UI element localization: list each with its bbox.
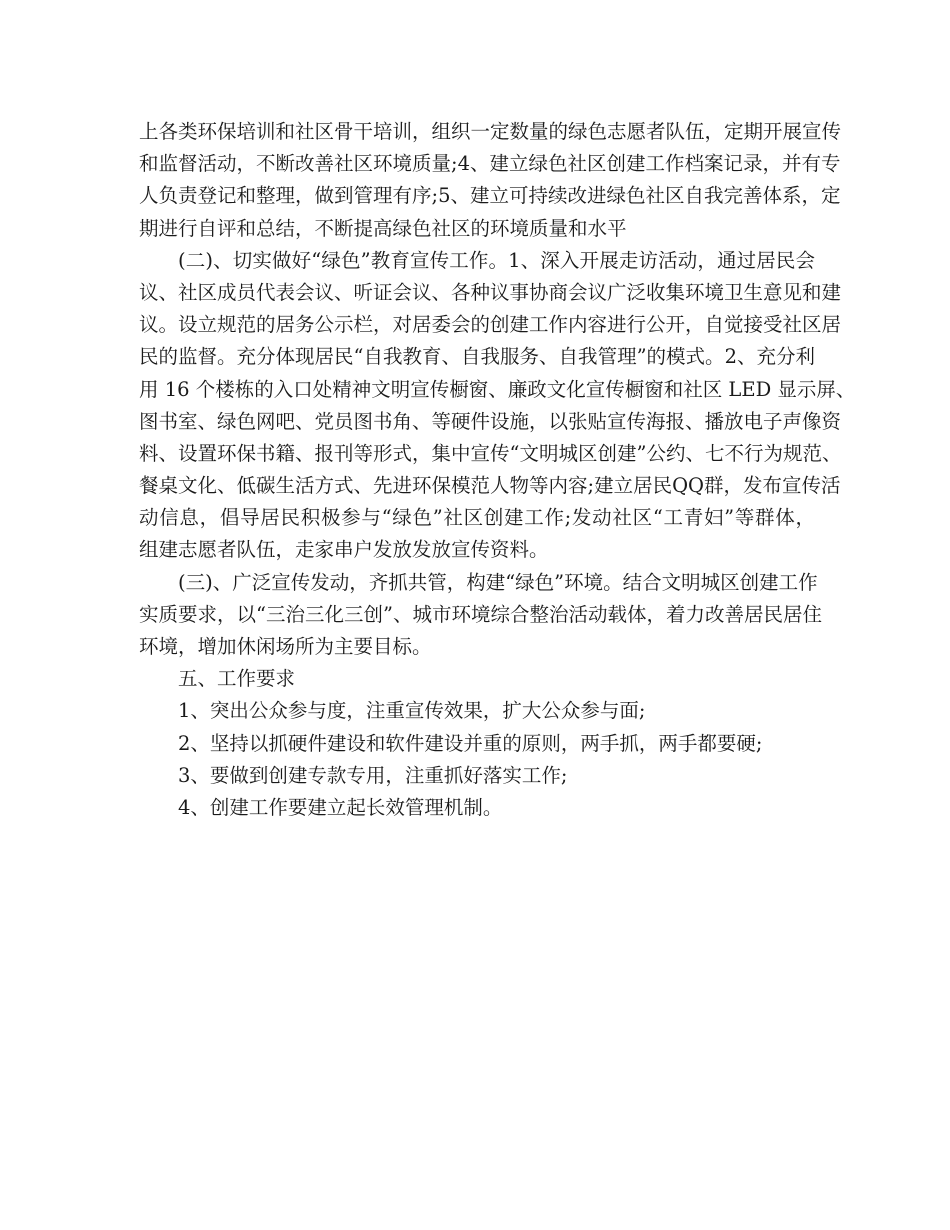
text-line: 1、突出公众参与度，注重宣传效果，扩大公众参与面; [178,699,646,723]
text-line: 图书室、绿色网吧、党员图书角、等硬件设施，以张贴宣传海报、播放电子声像资 [139,409,842,433]
text-line: (三)、广泛宣传发动，齐抓共管，构建“绿色”环境。结合文明城区创建工作 [178,570,818,594]
text-line: 上各类环保培训和社区骨干培训，组织一定数量的绿色志愿者队伍，定期开展宣传 [139,120,842,143]
text-line: 议。设立规范的居务公示栏，对居委会的创建工作内容进行公开，自觉接受社区居 [139,313,842,337]
document-body [139,116,856,824]
requirement-item-1 [139,695,815,727]
text-line: 餐桌文化、低碳生活方式、先进环保模范人物等内容;建立居民QQ群，发布宣传活 [139,474,841,498]
text-line: 期进行自评和总结，不断提高绿色社区的环境质量和水平 [139,216,627,240]
paragraph-community-training [139,116,842,245]
text-line: 实质要求，以“三治三化三创”、城市环境综合整治活动载体，着力改善居民居住 [139,602,822,626]
requirement-item-4 [139,792,815,824]
text-line: 议、社区成员代表会议、听证会议、各种议事协商会议广泛收集环境卫生意见和建 [139,280,842,304]
text-line: 民的监督。充分体现居民“自我教育、自我服务、自我管理”的模式。2、充分利 [139,345,815,369]
text-line: 人负责登记和整理，做到管理有序;5、建立可持续改进绿色社区自我完善体系，定 [139,184,841,208]
requirement-item-2 [139,728,815,760]
text-line: 环境，增加休闲场所为主要目标。 [139,635,432,658]
text-line: 动信息，倡导居民积极参与“绿色”社区创建工作;发动社区“工青妇”等群体， [139,506,815,530]
requirement-item-3 [139,760,815,792]
text-line: 料、设置环保书籍、报刊等形式，集中宣传“文明城区创建”公约、七不行为规范、 [139,441,842,465]
text-line: (二)、切实做好“绿色”教育宣传工作。1、深入开展走访活动，通过居民会 [178,248,815,272]
paragraph-section-three [139,567,822,664]
heading-text: 五、工作要求 [178,667,296,691]
paragraph-section-two [139,245,856,567]
section-heading-work-requirements [139,663,815,695]
text-line: 用 16 个楼栋的入口处精神文明宣传橱窗、廉政文化宣传橱窗和社区 LED 显示屏、 [139,377,856,401]
text-line: 3、要做到创建专款专用，注重抓好落实工作; [178,763,568,787]
text-line: 组建志愿者队伍，走家串户发放发放宣传资料。 [139,538,549,562]
text-line: 2、坚持以抓硬件建设和软件建设并重的原则，两手抓，两手都要硬; [178,731,763,755]
text-line: 和监督活动，不断改善社区环境质量;4、建立绿色社区创建工作档案记录，并有专 [139,152,841,176]
text-line: 4、创建工作要建立起长效管理机制。 [178,795,503,819]
